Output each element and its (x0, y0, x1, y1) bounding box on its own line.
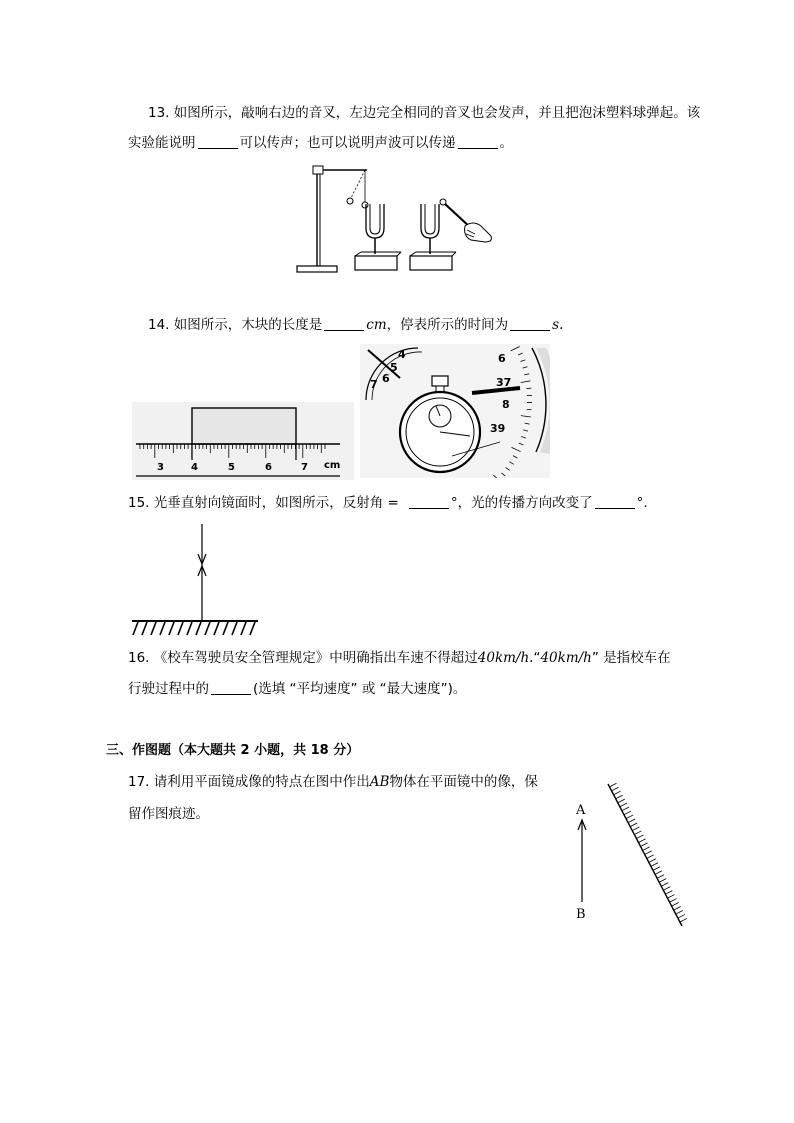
hatch-line (232, 622, 237, 635)
hatch-line (624, 811, 631, 815)
q13-text-c: 。 (499, 135, 513, 151)
hatch-line (612, 787, 619, 791)
q17-ab: AB (369, 774, 390, 790)
q15-blank-1[interactable] (409, 496, 449, 509)
hatch-line (169, 622, 174, 635)
ruler-label-3: 3 (157, 462, 164, 473)
dial-small-7: 7 (370, 378, 378, 391)
ruler-label-7: 7 (301, 462, 308, 473)
right-tuning-fork (421, 204, 439, 238)
hand (465, 223, 492, 242)
dial-small-6: 6 (382, 372, 390, 385)
hatch-line (609, 783, 616, 787)
hatch-line (142, 622, 147, 635)
mirror-hatching (133, 622, 255, 635)
point-b-label: B (576, 907, 586, 922)
hatch-line (659, 879, 666, 883)
ruler-figure (132, 402, 354, 480)
point-a-label: A (576, 803, 586, 818)
hatch-line (641, 843, 648, 847)
q13-blank-2[interactable] (458, 136, 498, 149)
dial-large-39: 39 (490, 422, 506, 435)
q16-line2 (128, 680, 466, 698)
foam-ball (362, 202, 368, 208)
hatch-line (672, 903, 679, 907)
hatch-line (663, 887, 670, 891)
watch-crown (432, 376, 448, 386)
hatch-line (665, 891, 672, 895)
hatch-line (616, 795, 623, 799)
hatch-line (651, 863, 658, 867)
q13-text-b: 可以传声；也可以说明声波可以传递 (239, 135, 456, 151)
hatch-line (196, 622, 201, 635)
q16-text-c: 行驶过程中的 (128, 681, 209, 697)
dial-large-37: 37 (496, 376, 512, 389)
hatch-line (667, 895, 674, 899)
q17-text-a: 17. 请利用平面镜成像的特点在图中作出 (128, 774, 370, 790)
hatch-line (670, 899, 677, 903)
mirror-reflection-figure (128, 520, 268, 640)
hatch-line (632, 827, 639, 831)
hatch-line (622, 807, 629, 811)
hatch-line (187, 622, 192, 635)
hatch-line (626, 815, 633, 819)
q16-text-d: (选填 “平均速度” 或 “最大速度”)。 (253, 681, 467, 697)
hatch-line (649, 859, 656, 863)
q14-line (148, 316, 563, 334)
q14-unit-cm: cm (366, 317, 387, 333)
q13-line1: 13. 如图所示，敲响右边的音叉，左边完全相同的音叉也会发声，并且把泡沫塑料球弹起。该 (148, 105, 701, 121)
hatch-line (661, 883, 668, 887)
dial-large-8: 8 (502, 398, 510, 411)
section-3-title: 三、作图题（本大题共 2 小题，共 18 分） (106, 743, 360, 758)
hatch-line (643, 847, 650, 851)
hatch-line (638, 839, 645, 843)
ruler-unit: cm (324, 460, 341, 471)
q16-speed-1: 40km/h. (477, 650, 534, 666)
q16-quote-open: “ (533, 650, 541, 666)
q13-blank-1[interactable] (198, 136, 238, 149)
stand-base (297, 266, 337, 272)
hatch-line (241, 622, 246, 635)
hatch-line (630, 823, 637, 827)
q15-blank-2[interactable] (595, 496, 635, 509)
ruler-label-5: 5 (228, 462, 235, 473)
q17-text-b: 物体在平面镜中的像，保 (389, 774, 538, 790)
q14-text-b: ，停表所示的时间为 (386, 317, 509, 333)
plane-mirror-hatching (609, 783, 686, 922)
hatch-line (614, 791, 621, 795)
hatch-line (634, 831, 641, 835)
dial-small-5: 5 (390, 361, 398, 374)
right-fork-base (410, 256, 452, 270)
hatch-line (680, 918, 687, 922)
hatch-line (223, 622, 228, 635)
q14-blank-1[interactable] (324, 318, 364, 331)
hatch-line (676, 910, 683, 914)
wood-block (192, 408, 296, 444)
q15-text-c: °. (636, 495, 648, 511)
plane-mirror-figure (560, 778, 700, 932)
q17-line2: 留作图痕迹。 (128, 806, 209, 822)
q17-line1 (128, 773, 538, 791)
q15-text-b: °，光的传播方向改变了 (450, 495, 593, 511)
plane-mirror (608, 784, 682, 926)
left-tuning-fork (366, 204, 384, 238)
hatch-line (151, 622, 156, 635)
hatch-line (674, 906, 681, 910)
q16-speed-2: 40km/h (540, 650, 592, 666)
q13-line2 (128, 134, 513, 152)
hatch-line (250, 622, 255, 635)
hatch-line (618, 799, 625, 803)
hatch-line (620, 803, 627, 807)
q16-text-a: 16. 《校车驾驶员安全管理规定》中明确指出车速不得超过 (128, 650, 478, 666)
hatch-line (647, 855, 654, 859)
q15-line (128, 494, 648, 512)
q15-text-a: 15. 光垂直射向镜面时，如图所示，反射角 = (128, 495, 399, 511)
hatch-line (160, 622, 165, 635)
ruler-label-6: 6 (265, 462, 272, 473)
hatch-line (657, 875, 664, 879)
hatch-line (133, 622, 138, 635)
hatch-line (653, 867, 660, 871)
q13-text-a: 实验能说明 (128, 135, 196, 151)
q14-text-a: 14. 如图所示，木块的长度是 (148, 317, 323, 333)
hatch-line (678, 914, 685, 918)
ruler-label-4: 4 (191, 462, 198, 473)
q16-text-b: ” 是指校车在 (591, 650, 671, 666)
stopwatch-figure (360, 344, 550, 478)
hatch-line (205, 622, 210, 635)
hatch-line (636, 835, 643, 839)
hatch-line (178, 622, 183, 635)
hatch-line (655, 871, 662, 875)
hatch-line (645, 851, 652, 855)
left-fork-base (355, 256, 397, 270)
q16-blank[interactable] (211, 682, 251, 695)
q14-unit-s: s. (552, 317, 564, 333)
hatch-line (214, 622, 219, 635)
hatch-line (628, 819, 635, 823)
dial-small-4: 4 (398, 348, 406, 361)
q14-blank-2[interactable] (510, 318, 550, 331)
dial-large-6: 6 (498, 352, 506, 365)
q16-line1 (128, 649, 671, 667)
tuning-fork-figure (295, 160, 505, 278)
